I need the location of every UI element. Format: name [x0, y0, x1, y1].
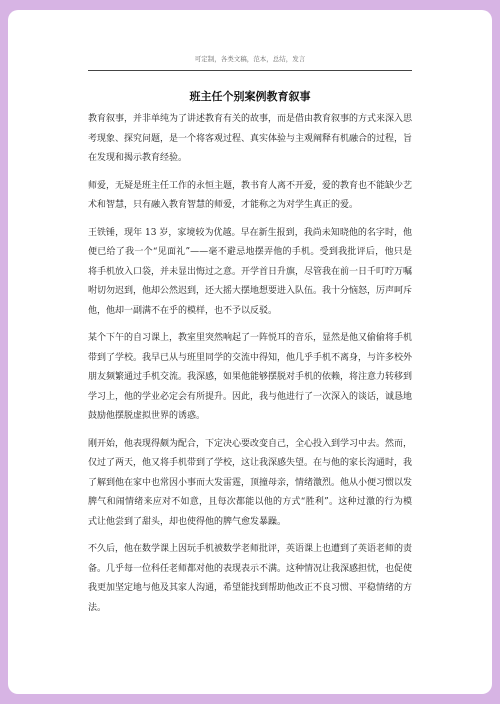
page-header: 可定制，各类文稿，范本，总结，发言: [194, 55, 306, 63]
paragraph: 教育叙事，并非单纯为了讲述教育有关的故事，而是借由教育叙事的方式来深入思考现象、探究问题，是一个将客观过程、真实体验与主观阐释有机融合的过程，旨在发现和揭示教育经验。: [88, 114, 413, 163]
document-body: [88, 110, 412, 626]
paragraph: 王铁锤，现年 13 岁，家境较为优越。早在新生报到，我尚未知晓他的名字时，他便已给了我一个“见面礼”——毫不避忌地摆弄他的手机。受到我批评后，他只是将手机放入口袋，并未显出悔过之意。开学首日升旗，尽管我在前一日千叮咛万嘱咐切勿迟到，他却公然迟到，还大摇大摆地想要进入队伍。我十分恼怒，厉声呵斥他，他却一副满不在乎的模样，也不予以反驳。: [88, 227, 413, 316]
paragraph: 某个下午的自习课上，教室里突然响起了一阵悦耳的音乐，显然是他又偷偷将手机带到了学校。我早已从与班里同学的交流中得知，他几乎手机不离身，与许多校外朋友频繁通过手机交流。我深感，如果他能够摆脱对手机的依赖，将注意力转移到学习上，他的学业必定会有所提升。因此，我与他进行了一次深入的谈话，诚恳地鼓励他摆脱虚拟世界的诱惑。: [88, 333, 413, 421]
document-page: [8, 10, 492, 694]
paragraph: 刚开始，他表现得颇为配合，下定决心要改变自己，全心投入到学习中去。然而，仅过了两天，他又将手机带到了学校，这让我深感失望。在与他的家长沟通时，我了解到他在家中也常因小事而大发雷霆，顶撞母亲，情绪激烈。他从小便习惯以发脾气和闹情绪来应对不如意，且每次都能以他的方式“胜利”。这种过激的行为模式让他尝到了甜头，却也使得他的脾气愈发暴躁。: [88, 438, 413, 527]
document-title: 班主任个别案例教育叙事: [189, 90, 311, 103]
paragraph: 师爱，无疑是班主任工作的永恒主题，教书育人离不开爱，爱的教育也不能缺少艺术和智慧，只有融入教育智慧的师爱，才能称之为对学生真正的爱。: [88, 180, 413, 210]
paragraph: 不久后，他在数学课上因玩手机被数学老师批评，英语课上也遭到了英语老师的责备。几乎每一位科任老师都对他的表现表示不满。这种情况让我深感担忧，也促使我更加坚定地与他及其家人沟通，希望能找到帮助他改正不良习惯、平稳情绪的方法。: [88, 544, 413, 613]
header-divider: [88, 70, 412, 71]
